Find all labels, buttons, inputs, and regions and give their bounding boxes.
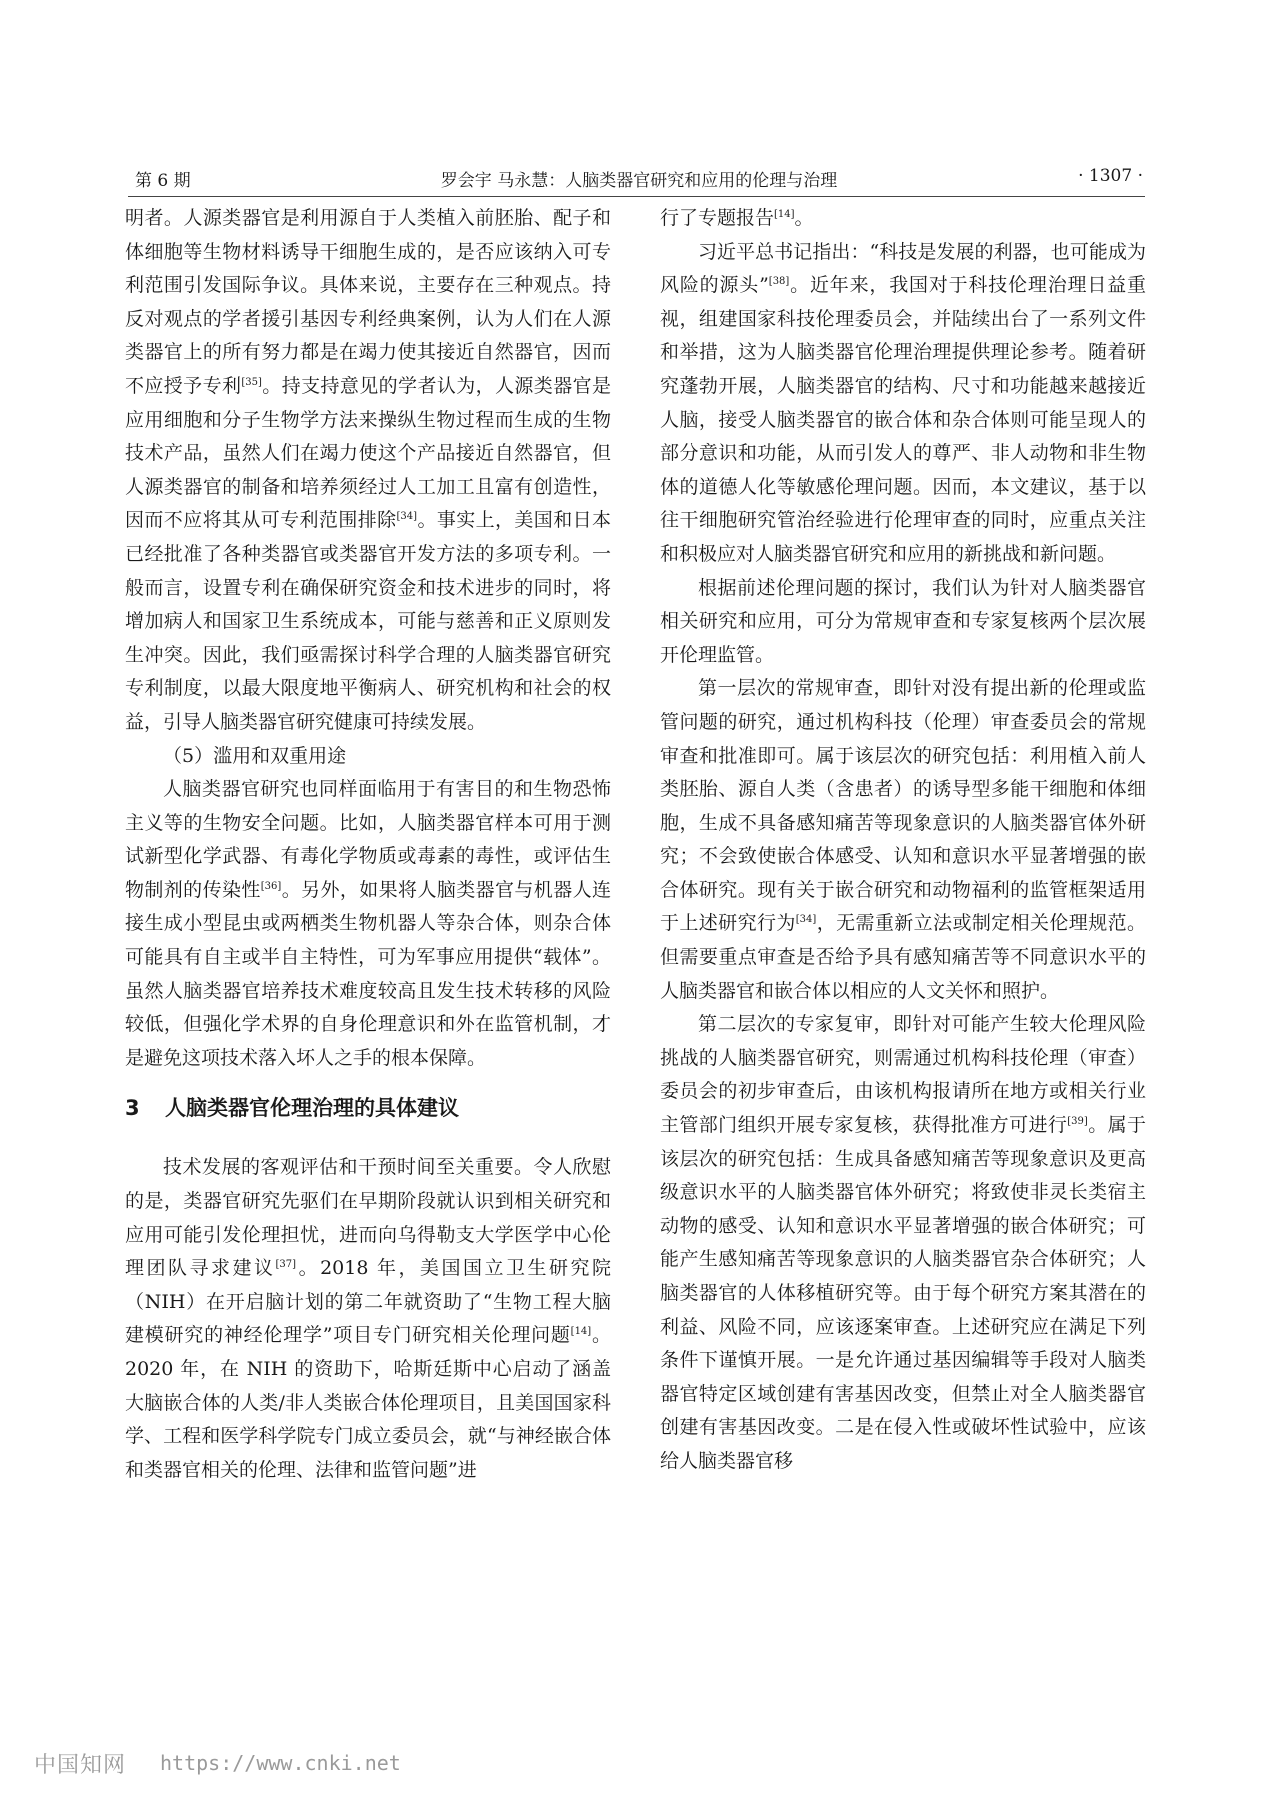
paragraph-continuation: 行了专题报告[14]。 [660, 207, 814, 229]
running-title: 罗会宇 马永慧：人脑类器官研究和应用的伦理与治理 [440, 171, 838, 191]
right-column [660, 202, 1146, 1479]
paragraph-routine-review: 第一层次的常规审查，即针对没有提出新的伦理或监管问题的研究，通过机构科技（伦理）审查委员会的常规审查和批准即可。属于该层次的研究包括：利用植入前人类胚胎、源自人类（含患者）的诱导型多能干细胞和体细胞，生成不具备感知痛苦等现象意识的人脑类器官体外研究；不会致使嵌合体感受、认知和意识水平显著增强的嵌合体研究。现有关于嵌合研究和动物福利的监管框架适用于上述研究行为[34]，无需重新立法或制定相关伦理规范。但需要重点审查是否给予具有感知痛苦等不同意识水平的人脑类器官和嵌合体以相应的人文关怀和照护。 [660, 677, 1146, 1002]
citation: [38] [768, 276, 790, 288]
header-rule [128, 196, 1145, 197]
citation: [39] [1067, 1116, 1088, 1128]
paragraph-governance: 习近平总书记指出：“科技是发展的利器，也可能成为风险的源头”[38]。近年来，我国对于科技伦理治理日益重视，组建国家科技伦理委员会，并陆续出台了一系列文件和举措，这为人脑类器官伦理治理提供理论参考。随着研究蓬勃开展，人脑类器官的结构、尺寸和功能越来越接近人脑，接受人脑类器官的嵌合体和杂合体则可能呈现人的部分意识和功能，从而引发人的尊严、非人动物和非生物体的道德人化等敏感伦理问题。因而，本文建议，基于以往干细胞研究管治经验进行伦理审查的同时，应重点关注和积极应对人脑类器官研究和应用的新挑战和新问题。 [660, 240, 1146, 565]
citation: [37] [275, 1259, 297, 1271]
cnki-url-link[interactable]: https://www.cnki.net [160, 1751, 401, 1775]
citation: [34] [795, 914, 817, 926]
issue-number: 第 6 期 [135, 171, 191, 191]
section-number: 3 [125, 1096, 140, 1121]
citation: [14] [774, 209, 795, 220]
cnki-logo: 中国知网 [34, 1753, 127, 1778]
citation: [34] [396, 511, 418, 523]
paragraph-patent: 明者。人源类器官是利用源自于人类植入前胚胎、配子和体细胞等生物材料诱导干细胞生成的，是否应该纳入可专利范围引发国际争议。具体来说，主要存在三种观点。持反对观点的学者援引基因专利经典案例，认为人们在人源类器官上的所有努力都是在竭力使其接近自然器官，因而不应授予专利[35]。持支持意见的学者认为，人源类器官是应用细胞和分子生物学方法来操纵生物过程而生成的生物技术产品，虽然人们在竭力使这个产品接近自然器官，但人源类器官的制备和培养须经过人工加工且富有创造性，因而不应将其从可专利范围排除[34]。事实上，美国和日本已经批准了各种类器官或类器官开发方法的多项专利。一般而言，设置专利在确保研究资金和技术进步的同时，将增加病人和国家卫生系统成本，可能与慈善和正义原则发生冲突。因此，我们亟需探讨科学合理的人脑类器官研究专利制度，以最大限度地平衡病人、研究机构和社会的权益，引导人脑类器官研究健康可持续发展。 [125, 207, 611, 733]
section-title: 人脑类器官伦理治理的具体建议 [165, 1096, 459, 1121]
citation: [36] [260, 880, 282, 892]
paragraph-intervention: 技术发展的客观评估和干预时间至关重要。令人欣慰的是，类器官研究先驱们在早期阶段就认识到相关研究和应用可能引发伦理担忧，进而向乌得勒支大学医学中心伦理团队寻求建议[37]。2018 年，美国国立卫生研究院（NIH）在开启脑计划的第二年就资助了“生物工程大脑建模研究的神经伦理学”项目专门研究相关伦理问题[14]。2020 年，在 NIH 的资助下，哈斯廷斯中心启动了涵盖大脑嵌合体的人类/非人类嵌合体伦理项目，且美国国家科学、工程和医学科学院专门成立委员会，就“与神经嵌合体和类器官相关的伦理、法律和监管问题”进 [125, 1156, 611, 1481]
citation: [14] [570, 1326, 592, 1338]
page-number: · 1307 · [1078, 166, 1143, 186]
paragraph-dual-use: 人脑类器官研究也同样面临用于有害目的和生物恐怖主义等的生物安全问题。比如，人脑类器官样本可用于测试新型化学武器、有毒化学物质或毒素的毒性，或评估生物制剂的传染性[36]。另外，如果将人脑类器官与机器人连接生成小型昆虫或两栖类生物机器人等杂合体，则杂合体可能具有自主或半自主特性，可为军事应用提供“载体”。虽然人脑类器官培养技术难度较高且发生技术转移的风险较低，但强化学术界的自身伦理意识和外在监管机制，才是避免这项技术落入坏人之手的根本保障。 [125, 778, 611, 1069]
left-column [125, 202, 611, 1487]
citation: [35] [241, 376, 262, 388]
paragraph-two-levels: 根据前述伦理问题的探讨，我们认为针对人脑类器官相关研究和应用，可分为常规审查和专家复核两个层次展开伦理监管。 [660, 576, 1146, 666]
subsection-heading: （5）滥用和双重用途 [163, 744, 347, 767]
running-header [135, 162, 1143, 192]
paragraph-expert-review: 第二层次的专家复审，即针对可能产生较大伦理风险挑战的人脑类器官研究，则需通过机构科技伦理（审查）委员会的初步审查后，由该机构报请所在地方或相关行业主管部门组织开展专家复核，获得批准方可进行[39]。属于该层次的研究包括：生成具备感知痛苦等现象意识及更高级意识水平的人脑类器官体外研究；将致使非灵长类宿主动物的感受、认知和意识水平显著增强的嵌合体研究；可能产生感知痛苦等现象意识的人脑类器官杂合体研究；人脑类器官的人体移植研究等。由于每个研究方案其潜在的利益、风险不同，应该逐案审查。上述研究应在满足下列条件下谨慎开展。一是允许通过基因编辑等手段对人脑类器官特定区域创建有害基因改变，但禁止对全人脑类器官创建有害基因改变。二是在侵入性或破坏性试验中，应该给人脑类器官移 [660, 1013, 1146, 1472]
section-heading [125, 1091, 611, 1125]
